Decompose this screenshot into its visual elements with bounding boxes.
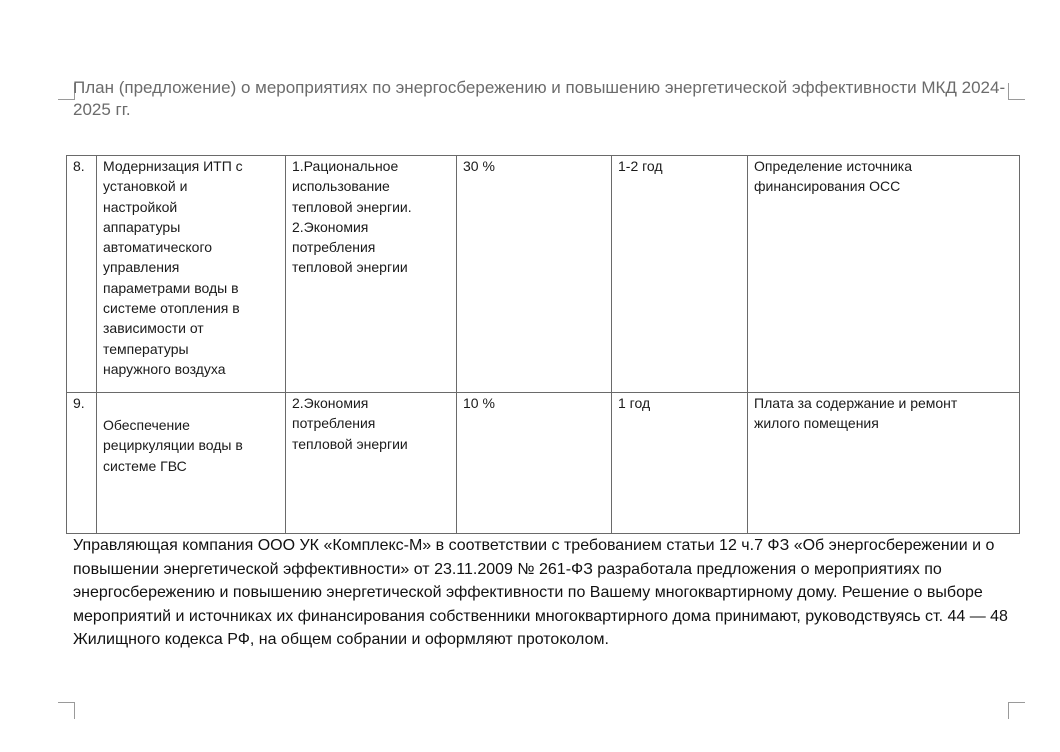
page-corner-mark-top-right xyxy=(1008,83,1025,100)
funding-cell: Плата за содержание и ремонт жилого помещения xyxy=(748,393,1020,534)
payback-cell: 1 год xyxy=(612,393,748,534)
funding-cell: Определение источника финансирования ОСС xyxy=(748,156,1020,393)
document-title: План (предложение) о мероприятиях по энергосбережению и повышению энергетической эффективности МКД 2024-2025 гг. xyxy=(73,78,1006,119)
savings-cell: 30 % xyxy=(457,156,612,393)
effect-cell: 1.Рациональное использование тепловой энергии. 2.Экономия потребления тепловой энергии xyxy=(286,156,457,393)
savings-cell: 10 % xyxy=(457,393,612,534)
table-row xyxy=(67,156,1020,393)
row-number: 9. xyxy=(67,393,97,534)
footnote-paragraph: Управляющая компания ООО УК «Комплекс-М» в соответствии с требованием статьи 12 ч.7 ФЗ «Об энергосбережении и о повышении энергетической эффективности» от 23.11.2009 № 261-ФЗ разработала предложения о мероприятиях по энергосбережению и повышению энергетической эффективности по Вашему многоквартирному дому. Решение о выборе мероприятий и источниках их финансирования собственники многоквартирного дома принимают, руководствуясь ст. 44 — 48 Жилищного кодекса РФ, на общем собрании и оформляют протоколом. xyxy=(73,537,1008,648)
effect-cell: 2.Экономия потребления тепловой энергии xyxy=(286,393,457,534)
table-row xyxy=(67,393,1020,534)
page-corner-mark-bottom-left xyxy=(58,702,75,719)
page-corner-mark-bottom-right xyxy=(1008,702,1025,719)
measures-table xyxy=(66,155,1020,534)
row-number: 8. xyxy=(67,156,97,393)
payback-cell: 1-2 год xyxy=(612,156,748,393)
measure-cell: Обеспечение рециркуляции воды в системе ГВС xyxy=(97,393,286,534)
measure-cell: Модернизация ИТП с установкой и настройкой аппаратуры автоматического управления параметрами воды в системе отопления в зависимости от температуры наружного воздуха xyxy=(97,156,286,393)
